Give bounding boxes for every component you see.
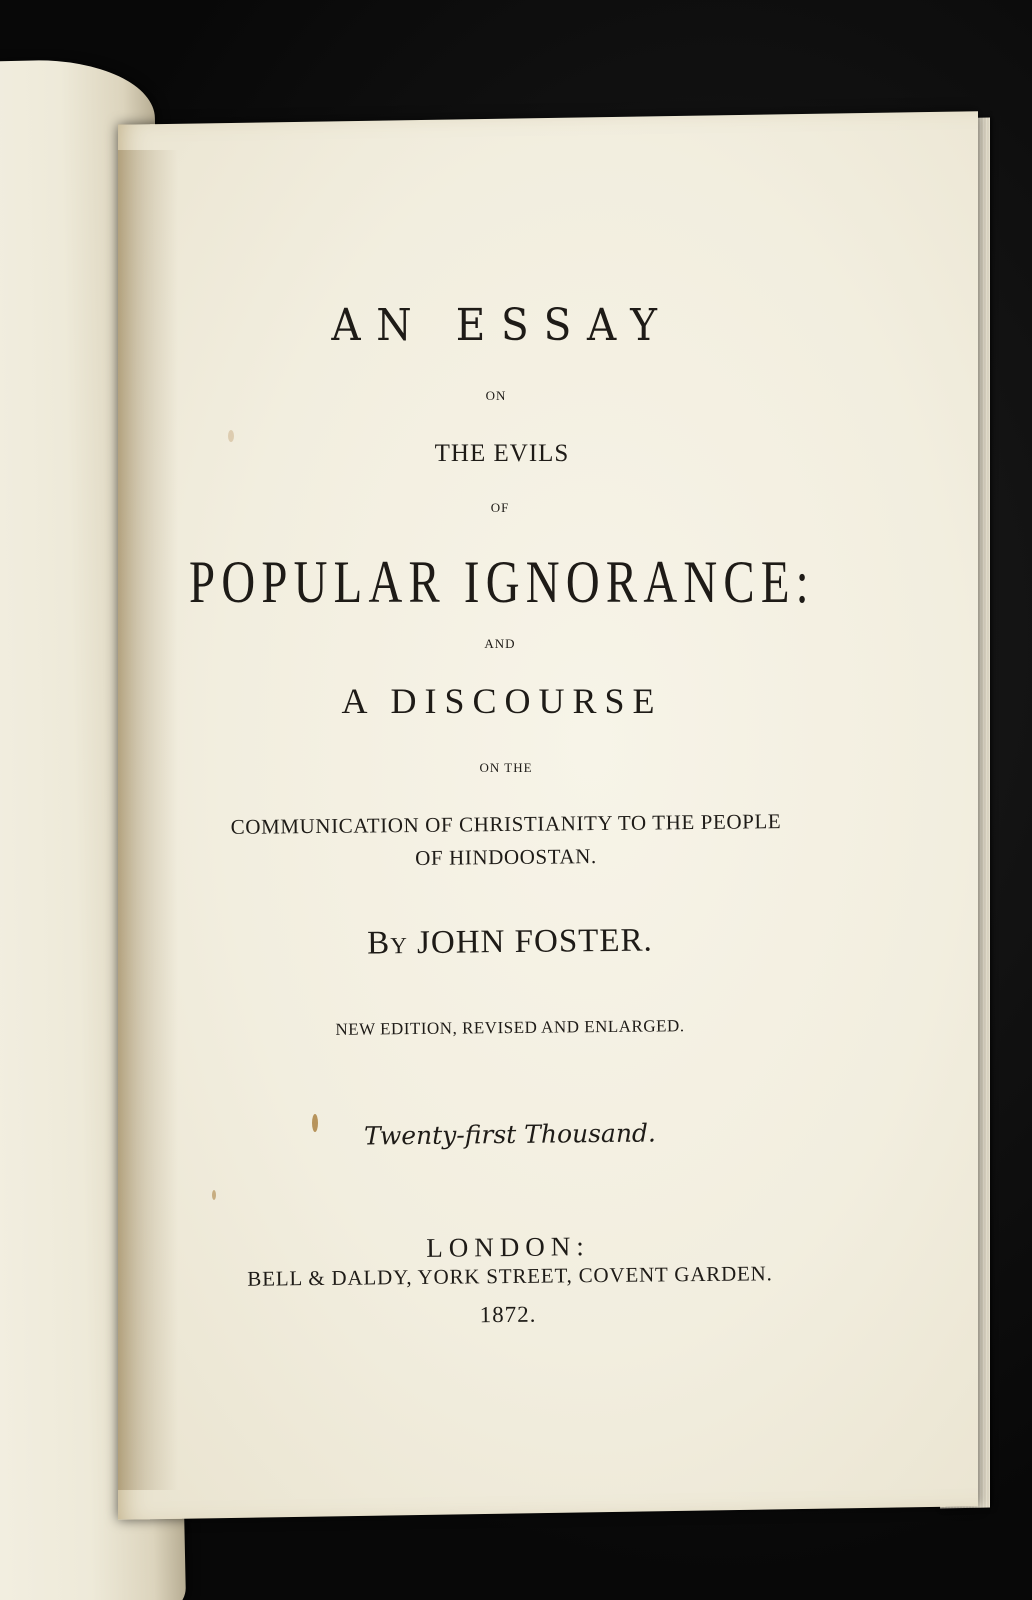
connector-of: OF bbox=[490, 500, 510, 515]
connector-on: ON bbox=[485, 388, 507, 403]
by-word: By bbox=[367, 925, 409, 962]
connector-and: AND bbox=[484, 636, 516, 651]
year-line: 1872. bbox=[479, 1301, 537, 1328]
author-name: JOHN FOSTER. bbox=[416, 922, 653, 961]
connector-on-the: ON THE bbox=[479, 760, 533, 775]
subject-line-1: COMMUNICATION OF CHRISTIANITY TO THE PEOPLE bbox=[230, 809, 782, 839]
subtitle-evils: THE EVILS bbox=[434, 440, 570, 467]
main-title: POPULAR IGNORANCE: bbox=[189, 549, 815, 615]
printing-line: Twenty-first Thousand. bbox=[363, 1118, 657, 1151]
foxing-spot bbox=[212, 1190, 216, 1200]
edition-line: NEW EDITION, REVISED AND ENLARGED. bbox=[335, 1016, 685, 1039]
city-line: LONDON: bbox=[426, 1231, 590, 1263]
essay-title: AN ESSAY bbox=[331, 300, 673, 351]
publisher-line: BELL & DALDY, YORK STREET, COVENT GARDEN. bbox=[247, 1261, 773, 1291]
discourse-title: A DISCOURSE bbox=[341, 681, 663, 721]
subject-line-2: OF HINDOOSTAN. bbox=[414, 844, 597, 870]
